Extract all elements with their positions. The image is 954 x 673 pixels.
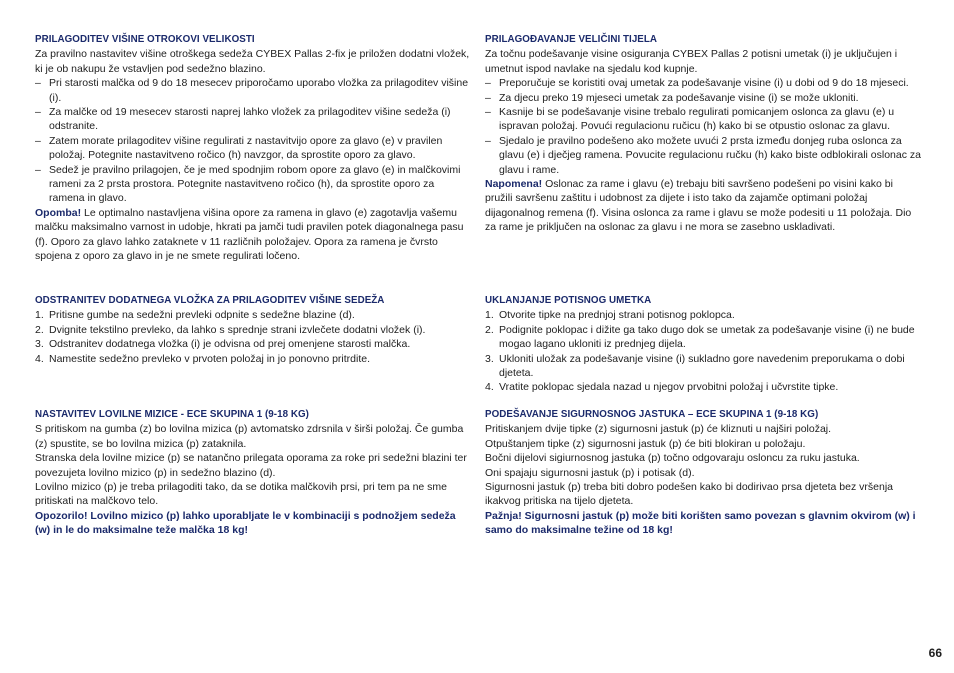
warning-paragraph: Opozorilo! Lovilno mizico (p) lahko uporabljate le v kombinaciji s podnožjem sedeža (w) in le do maksimalne teže malčka 18 kg!: [35, 509, 456, 537]
page-number: 66: [928, 646, 942, 660]
section-remove-insert-hr: [485, 294, 921, 395]
section-heading: PRILAGODITEV VIŠINE OTROKOVI VELIKOSTI: [35, 34, 255, 45]
list-item: 4. Vratite poklopac sjedala nazad u njegov prvobitni položaj i učvrstite tipke.: [485, 381, 839, 394]
list-item: 1. Otvorite tipke na prednjoj strani potisnog poklopca.: [485, 309, 735, 322]
section-remove-insert-sl: [35, 294, 471, 366]
list-item: – Preporučuje se koristiti ovaj umetak za podešavanje visine (i) u dobi od 9 do 18 mjeseci.: [485, 77, 909, 90]
warning-paragraph: Pažnja! Sigurnosni jastuk (p) može biti korišten samo povezan s glavnim okvirom (w) i samo do maksimalne težine od 18 kg!: [485, 509, 916, 537]
list-item: – Sedež je pravilno prilagojen, če je med spodnjim robom opore za glavo (e) in malčkovimi rameni za 2 prsta prostora. Potegnite nastavitveno ročico (h), da sprostite oporo za ramena in glavo.: [35, 163, 461, 205]
section-intro: Za pravilno nastavitev višine otroškega sedeža CYBEX Pallas 2-fix je priložen dodatni vložek, ki je ob nakupu že vstavljen pod sedežno blazino.: [35, 48, 470, 75]
paragraph: Otpuštanjem tipke (z) sigurnosni jastuk (p) će biti blokiran u položaju.: [485, 437, 806, 450]
list-item: – Zatem morate prilagoditev višine regulirati z nastavitvijo opore za glavo (e) v pravilen položaj. Potegnite nastavitveno ročico (h) navzgor, da sprostite oporo za glavo.: [35, 134, 443, 162]
section-heading: PRILAGOĐAVANJE VELIČINI TIJELA: [485, 34, 658, 45]
list-item: – Za malčke od 19 mesecev starosti naprej lahko vložek za prilagoditev višine sedeža (i) odstranite.: [35, 106, 451, 133]
paragraph: Oni spajaju sigurnosni jastuk (p) i potisak (d).: [485, 466, 695, 479]
list-item: 3. Ukloniti uložak za podešavanje visine (i) sukladno gore navedenim preporukama o dobi djeteta.: [485, 352, 905, 380]
section-height-adjustment-sl: [35, 33, 471, 264]
note-label: Napomena!: [485, 178, 543, 191]
note-paragraph: Opomba! Le optimalno nastavljena višina opore za ramena in glavo (e) zagotavlja vašemu malčku maksimalno varnost in udobje, hkrati pa jamči tudi pravilen potek diagonalnega pasu (f). Oporo za glavo lahko zataknete v 11 različnih položajev. Opora za ramena je čvrsto spojena z oporo za glavo in je ne smete regulirati ločeno.: [35, 206, 464, 263]
paragraph: Bočni dijelovi sigiurnosnog jastuka (p) točno odgovaraju osloncu za ruku jastuka.: [485, 452, 860, 465]
paragraph: Lovilno mizico (p) je treba prilagoditi tako, da se dotika malčkovih prsi, pri tem pa ne sme pritiskati na malčkovo telo.: [35, 481, 448, 508]
note-label: Opomba!: [35, 206, 82, 219]
paragraph: Sigurnosni jastuk (p) treba biti dobro podešen kako bi dodirivao prsa djeteta bez vršenja ikakvog pritiska na tijelo djeteta.: [485, 481, 893, 508]
list-item: 2. Podignite poklopac i dižite ga tako dugo dok se umetak za podešavanje visine (i) ne bude mogao lagano ukloniti iz prednjeg dijela.: [485, 323, 915, 351]
section-height-adjustment-hr: [485, 33, 921, 235]
section-heading: ODSTRANITEV DODATNEGA VLOŽKA ZA PRILAGODITEV VIŠINE SEDEŽA: [35, 295, 385, 306]
list-item: – Za djecu preko 19 mjeseci umetak za podešavanje visine (i) se može ukloniti.: [485, 91, 859, 104]
list-item: 3. Odstranitev dodatnega vložka (i) je odvisna od prej omenjene starosti malčka.: [35, 338, 411, 351]
note-paragraph: Napomena! Oslonac za rame i glavu (e) trebaju biti savršeno podešeni po visini kako bi pružili savršenu zaštitu i udobnost za dijete i isto tako da zajamče optimani položaj dijagonalnog remena (f). Visina oslonca za rame i glavu se može podesiti u 11 položaja. Dio za rame je priključen na oslonac za glavu i ne mora se zasebno uskladivati.: [485, 178, 912, 234]
section-heading: NASTAVITEV LOVILNE MIZICE - ECE SKUPINA 1 (9-18 KG): [35, 409, 309, 420]
list-item: 4. Namestite sedežno prevleko v prvoten položaj in jo ponovno pritrdite.: [35, 352, 371, 365]
list-item: 1. Pritisne gumbe na sedežni prevleki odpnite s sedežne blazine (d).: [35, 309, 355, 322]
list-item: 2. Dvignite tekstilno prevleko, da lahko s sprednje strani izvlečete dodatni vložek (i).: [35, 323, 426, 336]
list-item: – Sjedalo je pravilno podešeno ako možete uvući 2 prsta između donjeg ruba oslonca za glavu (e) i dječjeg ramena. Povucite regulacionu ručku (h) kako biste odblokirali oslonac za glavu i rame.: [485, 134, 921, 176]
list-item: – Kasnije bi se podešavanje visine trebalo regulirati pomicanjem oslonca za glavu (e) u ispravan položaj. Povući regulacionu ručicu (h) kako bi se otpustio oslonac za glavu.: [485, 106, 895, 133]
paragraph: Pritiskanjem dvije tipke (z) sigurnosni jastuk (p) će kliznuti u najširi položaj.: [485, 423, 832, 436]
section-heading: PODEŠAVANJE SIGURNOSNOG JASTUKA – ECE SKUPINA 1 (9-18 KG): [485, 409, 819, 420]
section-impact-shield-sl: [35, 408, 471, 538]
section-intro: Za točnu podešavanje visine osiguranja CYBEX Pallas 2 potisni umetak (i) je uključujen i umetnut ispod navlake na sjedalu kod kupnje.: [485, 48, 898, 75]
paragraph: Stranska dela lovilne mizice (p) se natančno prilegata oporama za roke pri sedežni blazini ter povezujeta lovilno mizico (p) in sedežno blazino (d).: [35, 452, 467, 479]
list-item: – Pri starosti malčka od 9 do 18 mesecev priporočamo uporabo vložka za prilagoditev višine (i).: [35, 77, 469, 104]
section-heading: UKLANJANJE POTISNOG UMETKA: [485, 295, 652, 306]
section-impact-shield-hr: [485, 408, 921, 538]
paragraph: S pritiskom na gumba (z) bo lovilna mizica (p) avtomatsko zdrsnila v širši položaj. Če gumba (z) spustite, se bo lovilna mizica (p) zataknila.: [35, 423, 464, 450]
